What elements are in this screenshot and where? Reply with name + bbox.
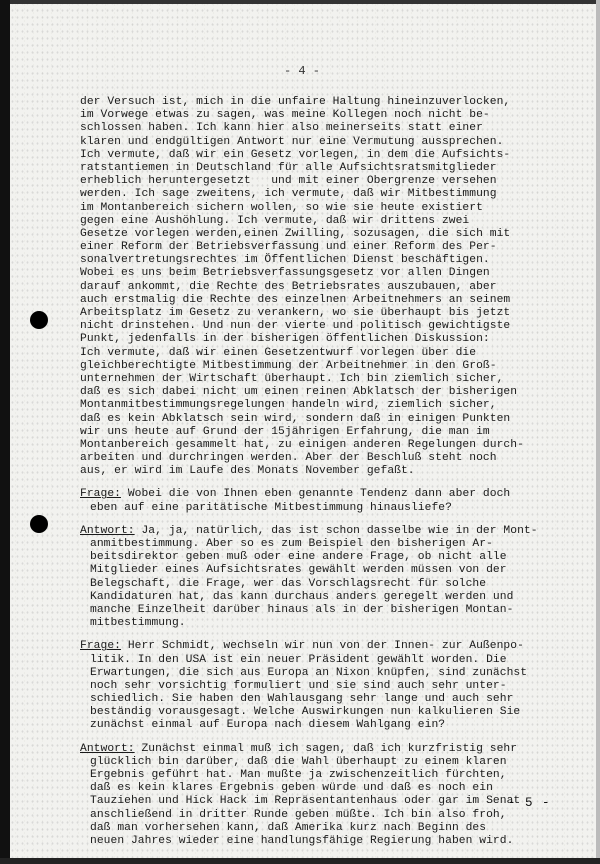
text-line: neuen Jahres wieder eine handlungsfähige Regierung haben wird. xyxy=(90,834,514,847)
page-number-top: - 4 - xyxy=(284,64,321,78)
text-line: zunächst einmal auf Europa nach diesem Wahlgang ein? xyxy=(90,719,446,732)
text-line: der Versuch ist, mich in die unfaire Haltung hineinzuverlocken, xyxy=(80,96,511,108)
text-line: Wobei es uns beim Betriebsverfassungsgesetz vor allen Dingen xyxy=(80,267,490,280)
text-line: im Vorwege etwas zu sagen, was meine Kollegen noch nicht be- xyxy=(80,109,490,122)
answer-1 xyxy=(80,525,550,631)
text-line: anschließend in dritter Runde geben müßte. Ich bin also froh, xyxy=(90,808,507,821)
text-line: noch sehr vorsichtig formuliert und sie sind auch sehr unter- xyxy=(90,679,507,692)
text-line: glücklich bin darüber, daß die Wahl überhaupt zu einem klaren xyxy=(90,755,507,768)
text-line: nicht drinstehen. Und nun der vierte und politisch gewichtigste xyxy=(80,320,511,333)
text-line: beständig vorausgesagt. Welche Auswirkungen nun kalkulieren Sie xyxy=(90,706,521,719)
text-line: gleichberechtigte Mitbestimmung der Arbeitnehmer in den Groß- xyxy=(80,359,497,372)
text-line: gegen eine Aushöhlung. Ich vermute, daß wir drittens zwei xyxy=(80,214,470,227)
page-number-bottom: - 5 - xyxy=(508,796,551,810)
question-label: Frage: xyxy=(80,640,121,653)
text-line: im Montanbereich sichern wollen, so wie sie heute existiert xyxy=(80,201,483,214)
text-line: sonalvertretungsrechtes im Öffentlichen Dienst beschäftigen. xyxy=(80,254,490,267)
transcript-body xyxy=(80,96,550,848)
text-line: schiedlich. Sie haben den Wahlausgang sehr lange und auch sehr xyxy=(90,693,514,706)
scan-edge-top xyxy=(0,0,600,4)
text-line: Montanmitbestimmungsregelungen handeln wird, ziemlich sicher, xyxy=(80,399,497,412)
text-line: wir uns heute auf Grund der 15jährigen Erfahrung, die man im xyxy=(80,425,490,438)
question-2 xyxy=(80,640,550,732)
text-line: erheblich heruntergesetzt und mit einer Obergrenze versehen xyxy=(80,175,497,188)
text-line: werden. Ich sage zweitens, ich vermute, daß wir Mitbestimmung xyxy=(80,188,497,201)
text-line: litik. In den USA ist ein neuer Präsident gewählt worden. Die xyxy=(90,653,507,666)
question-1 xyxy=(80,488,550,514)
text-line: Arbeitsplatz im Gesetz zu verankern, wo sie überhaupt bis jetzt xyxy=(80,307,511,319)
text-line: schlossen haben. Ich kann hier also meinerseits statt einer xyxy=(80,122,483,135)
text-line: ratstantiemen in Deutschland für alle Aufsichtsratsmitglieder xyxy=(80,161,497,174)
text-line: daß es kein Abklatsch sein wird, sondern daß in einigen Punkten xyxy=(80,412,511,425)
text-line: manche Einzelheit darüber hinaus als in der bisherigen Montan- xyxy=(90,603,514,616)
text-line: darauf ankommt, die Rechte des Betriebsrates auszubauen, aber xyxy=(80,280,497,293)
text-line: Punkt, jedenfalls in der bisherigen öffentlichen Diskussion: xyxy=(80,333,490,346)
answer-label: Antwort: xyxy=(80,524,135,537)
text-line: Montanbereich gesammelt hat, zu einigen anderen Regelungen durch- xyxy=(80,438,524,451)
text-line: Belegschaft, die Frage, wer das Vorschlagsrecht für solche xyxy=(90,577,487,590)
text-line: daß man vorhersehen kann, daß Amerika kurz nach Beginn des xyxy=(90,821,487,834)
text-line: Erwartungen, die sich aus Europa an Nixon knüpfen, sind zunächst xyxy=(90,666,528,679)
text-line: daß es sich dabei nicht um einen reinen Abklatsch der bisherigen xyxy=(80,386,518,399)
question-label: Frage: xyxy=(80,488,121,501)
text-line: Ich vermute, daß wir einen Gesetzentwurf vorlegen über die xyxy=(80,346,477,359)
paragraph-continuation xyxy=(80,96,550,478)
answer-text: Zunächst einmal muß ich sagen, daß ich kurzfristig sehr xyxy=(134,742,518,755)
text-line: unternehmen der Wirtschaft überhaupt. Ich bin ziemlich sicher, xyxy=(80,372,504,385)
punch-hole-icon xyxy=(30,515,48,533)
scan-edge-bottom xyxy=(0,858,600,864)
scan-edge-right xyxy=(596,0,600,864)
text-line: Tauziehen und Hick Hack im Repräsentantenhaus oder gar im Senat xyxy=(90,795,521,808)
text-line: Mitglieder eines Aufsichtsrates gewählt werden müssen von der xyxy=(90,564,507,577)
text-line: einer Reform der Betriebsverfassung und einer Reform des Per- xyxy=(80,241,497,254)
answer-text: Ja, ja, natürlich, das ist schon dasselbe wie in der Mont- xyxy=(134,524,538,537)
question-text: Wobei die von Ihnen eben genannte Tendenz dann aber doch xyxy=(120,488,511,501)
question-text: Herr Schmidt, wechseln wir nun von der Innen- zur Außenpo- xyxy=(120,640,524,653)
answer-label: Antwort: xyxy=(80,742,135,755)
text-line: Gesetze vorlegen werden,einen Zwilling, sozusagen, die sich mit xyxy=(80,227,511,240)
scan-edge-left xyxy=(0,0,10,864)
text-line: anmitbestimmung. Aber so es zum Beispiel den bisherigen Ar- xyxy=(90,538,493,550)
text-line: eben auf eine paritätische Mitbestimmung hinausliefe? xyxy=(90,501,452,514)
text-line: auch erstmalig die Rechte des einzelnen Arbeitnehmers an seinem xyxy=(80,293,511,306)
text-line: Ergebnis geführt hat. Man mußte ja zwischenzeitlich fürchten, xyxy=(90,769,507,781)
text-line: Kandidaturen hat, das kann durchaus anders geregelt werden und xyxy=(90,590,514,603)
text-line: klaren und endgültigen Antwort nur eine Vermutung aussprechen. xyxy=(80,135,504,148)
punch-hole-icon xyxy=(30,311,48,329)
text-line: mitbestimmung. xyxy=(90,617,186,630)
text-line: aus, er wird im Laufe des Monats November gefaßt. xyxy=(80,465,415,478)
text-line: beitsdirektor geben muß oder eine andere Frage, ob nicht alle xyxy=(90,551,507,564)
answer-2 xyxy=(80,743,550,849)
text-line: Ich vermute, daß wir ein Gesetz vorlegen, in dem die Aufsichts- xyxy=(80,148,511,161)
text-line: arbeiten und durchringen werden. Aber der Beschluß steht noch xyxy=(80,452,497,465)
text-line: daß es kein klares Ergebnis geben würde und daß es noch ein xyxy=(90,782,493,795)
